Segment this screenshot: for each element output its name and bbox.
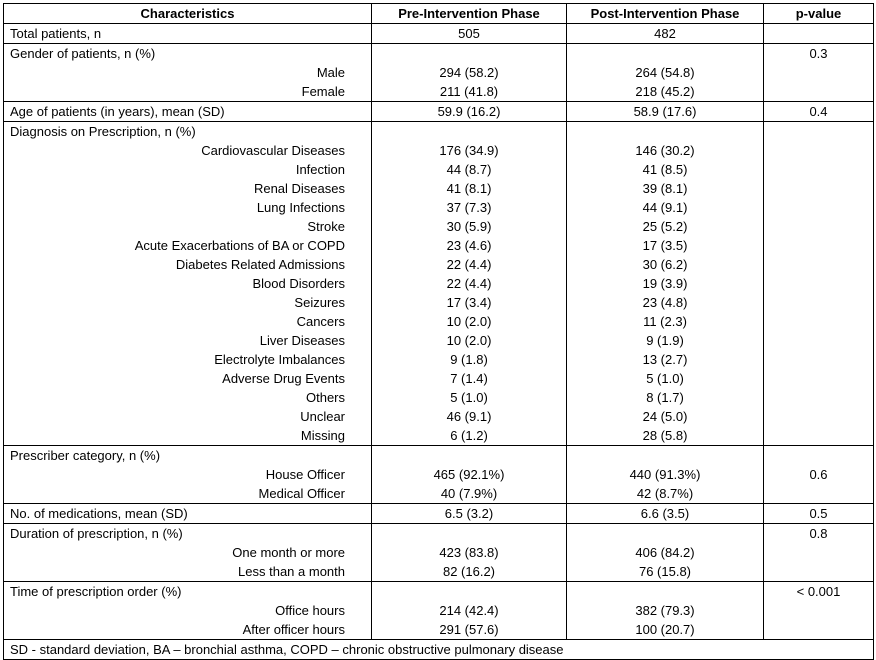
table-row [4, 312, 874, 331]
row-label: Electrolyte Imbalances [4, 350, 372, 369]
p-value [764, 601, 874, 620]
pre-intervention-value: 82 (16.2) [372, 562, 567, 582]
post-intervention-value: 28 (5.8) [567, 426, 764, 446]
row-label: Infection [4, 160, 372, 179]
pre-intervention-value: 41 (8.1) [372, 179, 567, 198]
p-value [764, 122, 874, 142]
table-row [4, 63, 874, 82]
table-footnote-section [4, 640, 874, 660]
post-intervention-value: 440 (91.3%) [567, 465, 764, 484]
p-value [764, 312, 874, 331]
table-section [4, 582, 874, 640]
p-value [764, 63, 874, 82]
post-intervention-value: 13 (2.7) [567, 350, 764, 369]
post-intervention-value: 5 (1.0) [567, 369, 764, 388]
header-pre-intervention-phase: Pre-Intervention Phase [372, 4, 567, 24]
header-post-intervention-phase: Post-Intervention Phase [567, 4, 764, 24]
pre-intervention-value: 59.9 (16.2) [372, 102, 567, 122]
table-row [4, 82, 874, 102]
p-value [764, 369, 874, 388]
p-value: 0.4 [764, 102, 874, 122]
table-row [4, 562, 874, 582]
table-row [4, 102, 874, 122]
post-intervention-value: 25 (5.2) [567, 217, 764, 236]
table-row [4, 484, 874, 504]
header-characteristics: Characteristics [4, 4, 372, 24]
row-label: No. of medications, mean (SD) [4, 504, 372, 524]
p-value: 0.5 [764, 504, 874, 524]
pre-intervention-value [372, 582, 567, 602]
post-intervention-value [567, 446, 764, 466]
row-label: Cardiovascular Diseases [4, 141, 372, 160]
table-row [4, 198, 874, 217]
table-row [4, 217, 874, 236]
p-value [764, 484, 874, 504]
pre-intervention-value: 46 (9.1) [372, 407, 567, 426]
table-row [4, 293, 874, 312]
pre-intervention-value: 291 (57.6) [372, 620, 567, 640]
post-intervention-value: 58.9 (17.6) [567, 102, 764, 122]
row-label: Liver Diseases [4, 331, 372, 350]
pre-intervention-value: 10 (2.0) [372, 312, 567, 331]
table-section [4, 122, 874, 446]
table-row [4, 160, 874, 179]
table-row [4, 543, 874, 562]
row-label: Others [4, 388, 372, 407]
pre-intervention-value: 22 (4.4) [372, 255, 567, 274]
table-row [4, 255, 874, 274]
p-value [764, 407, 874, 426]
post-intervention-value: 218 (45.2) [567, 82, 764, 102]
pre-intervention-value: 176 (34.9) [372, 141, 567, 160]
row-label: Office hours [4, 601, 372, 620]
row-label: House Officer [4, 465, 372, 484]
p-value [764, 141, 874, 160]
table-row [4, 446, 874, 466]
p-value [764, 620, 874, 640]
table-section [4, 24, 874, 44]
post-intervention-value: 39 (8.1) [567, 179, 764, 198]
table-row [4, 274, 874, 293]
post-intervention-value: 6.6 (3.5) [567, 504, 764, 524]
table-row [4, 122, 874, 142]
pre-intervention-value: 10 (2.0) [372, 331, 567, 350]
row-label: Duration of prescription, n (%) [4, 524, 372, 544]
pre-intervention-value: 5 (1.0) [372, 388, 567, 407]
row-label: Unclear [4, 407, 372, 426]
p-value [764, 160, 874, 179]
post-intervention-value [567, 524, 764, 544]
row-label: Total patients, n [4, 24, 372, 44]
header-row [4, 4, 874, 24]
row-label: Seizures [4, 293, 372, 312]
post-intervention-value [567, 44, 764, 64]
p-value [764, 217, 874, 236]
p-value: < 0.001 [764, 582, 874, 602]
pre-intervention-value: 22 (4.4) [372, 274, 567, 293]
p-value [764, 446, 874, 466]
table-row [4, 407, 874, 426]
table-row [4, 179, 874, 198]
row-label: One month or more [4, 543, 372, 562]
table-section [4, 44, 874, 102]
post-intervention-value: 382 (79.3) [567, 601, 764, 620]
pre-intervention-value: 7 (1.4) [372, 369, 567, 388]
post-intervention-value: 146 (30.2) [567, 141, 764, 160]
row-label: Age of patients (in years), mean (SD) [4, 102, 372, 122]
row-label: Acute Exacerbations of BA or COPD [4, 236, 372, 255]
pre-intervention-value [372, 44, 567, 64]
row-label: Medical Officer [4, 484, 372, 504]
table-row [4, 24, 874, 44]
row-label: After officer hours [4, 620, 372, 640]
header-p-value: p-value [764, 4, 874, 24]
post-intervention-value: 264 (54.8) [567, 63, 764, 82]
post-intervention-value: 406 (84.2) [567, 543, 764, 562]
row-label: Gender of patients, n (%) [4, 44, 372, 64]
table-row [4, 369, 874, 388]
p-value [764, 426, 874, 446]
footnote-text: SD - standard deviation, BA – bronchial asthma, COPD – chronic obstructive pulmonary disease [4, 640, 874, 660]
table-row [4, 426, 874, 446]
p-value [764, 388, 874, 407]
row-label: Adverse Drug Events [4, 369, 372, 388]
post-intervention-value: 23 (4.8) [567, 293, 764, 312]
p-value: 0.3 [764, 44, 874, 64]
pre-intervention-value: 465 (92.1%) [372, 465, 567, 484]
pre-intervention-value: 211 (41.8) [372, 82, 567, 102]
post-intervention-value: 19 (3.9) [567, 274, 764, 293]
pre-intervention-value: 6.5 (3.2) [372, 504, 567, 524]
post-intervention-value: 24 (5.0) [567, 407, 764, 426]
row-label: Renal Diseases [4, 179, 372, 198]
p-value [764, 331, 874, 350]
pre-intervention-value: 44 (8.7) [372, 160, 567, 179]
post-intervention-value: 100 (20.7) [567, 620, 764, 640]
post-intervention-value [567, 122, 764, 142]
pre-intervention-value: 294 (58.2) [372, 63, 567, 82]
pre-intervention-value: 23 (4.6) [372, 236, 567, 255]
row-label: Stroke [4, 217, 372, 236]
p-value [764, 236, 874, 255]
p-value: 0.8 [764, 524, 874, 544]
footnote-row [4, 640, 874, 660]
row-label: Lung Infections [4, 198, 372, 217]
table-section [4, 524, 874, 582]
row-label: Male [4, 63, 372, 82]
post-intervention-value: 41 (8.5) [567, 160, 764, 179]
p-value [764, 350, 874, 369]
p-value [764, 24, 874, 44]
table-row [4, 524, 874, 544]
row-label: Prescriber category, n (%) [4, 446, 372, 466]
post-intervention-value: 8 (1.7) [567, 388, 764, 407]
p-value [764, 562, 874, 582]
pre-intervention-value: 40 (7.9%) [372, 484, 567, 504]
pre-intervention-value: 423 (83.8) [372, 543, 567, 562]
pre-intervention-value [372, 122, 567, 142]
post-intervention-value: 76 (15.8) [567, 562, 764, 582]
table-row [4, 141, 874, 160]
table-section [4, 504, 874, 524]
p-value [764, 293, 874, 312]
table-header [4, 4, 874, 24]
post-intervention-value: 30 (6.2) [567, 255, 764, 274]
p-value [764, 543, 874, 562]
table-row [4, 44, 874, 64]
table-row [4, 388, 874, 407]
p-value: 0.6 [764, 465, 874, 484]
row-label: Female [4, 82, 372, 102]
pre-intervention-value: 505 [372, 24, 567, 44]
row-label: Less than a month [4, 562, 372, 582]
post-intervention-value: 9 (1.9) [567, 331, 764, 350]
row-label: Blood Disorders [4, 274, 372, 293]
table-row [4, 601, 874, 620]
pre-intervention-value: 17 (3.4) [372, 293, 567, 312]
table-row [4, 582, 874, 602]
p-value [764, 179, 874, 198]
post-intervention-value: 17 (3.5) [567, 236, 764, 255]
post-intervention-value: 11 (2.3) [567, 312, 764, 331]
post-intervention-value [567, 582, 764, 602]
pre-intervention-value: 9 (1.8) [372, 350, 567, 369]
pre-intervention-value [372, 446, 567, 466]
p-value [764, 82, 874, 102]
pre-intervention-value: 6 (1.2) [372, 426, 567, 446]
row-label: Diabetes Related Admissions [4, 255, 372, 274]
p-value [764, 198, 874, 217]
table-row [4, 504, 874, 524]
table-section [4, 446, 874, 504]
table-row [4, 236, 874, 255]
pre-intervention-value [372, 524, 567, 544]
post-intervention-value: 482 [567, 24, 764, 44]
pre-intervention-value: 37 (7.3) [372, 198, 567, 217]
pre-intervention-value: 214 (42.4) [372, 601, 567, 620]
row-label: Diagnosis on Prescription, n (%) [4, 122, 372, 142]
row-label: Missing [4, 426, 372, 446]
table-row [4, 465, 874, 484]
table-row [4, 331, 874, 350]
post-intervention-value: 44 (9.1) [567, 198, 764, 217]
post-intervention-value: 42 (8.7%) [567, 484, 764, 504]
p-value [764, 255, 874, 274]
table-section [4, 102, 874, 122]
row-label: Time of prescription order (%) [4, 582, 372, 602]
row-label: Cancers [4, 312, 372, 331]
p-value [764, 274, 874, 293]
pre-intervention-value: 30 (5.9) [372, 217, 567, 236]
characteristics-table [3, 3, 874, 660]
table-row [4, 350, 874, 369]
table-row [4, 620, 874, 640]
